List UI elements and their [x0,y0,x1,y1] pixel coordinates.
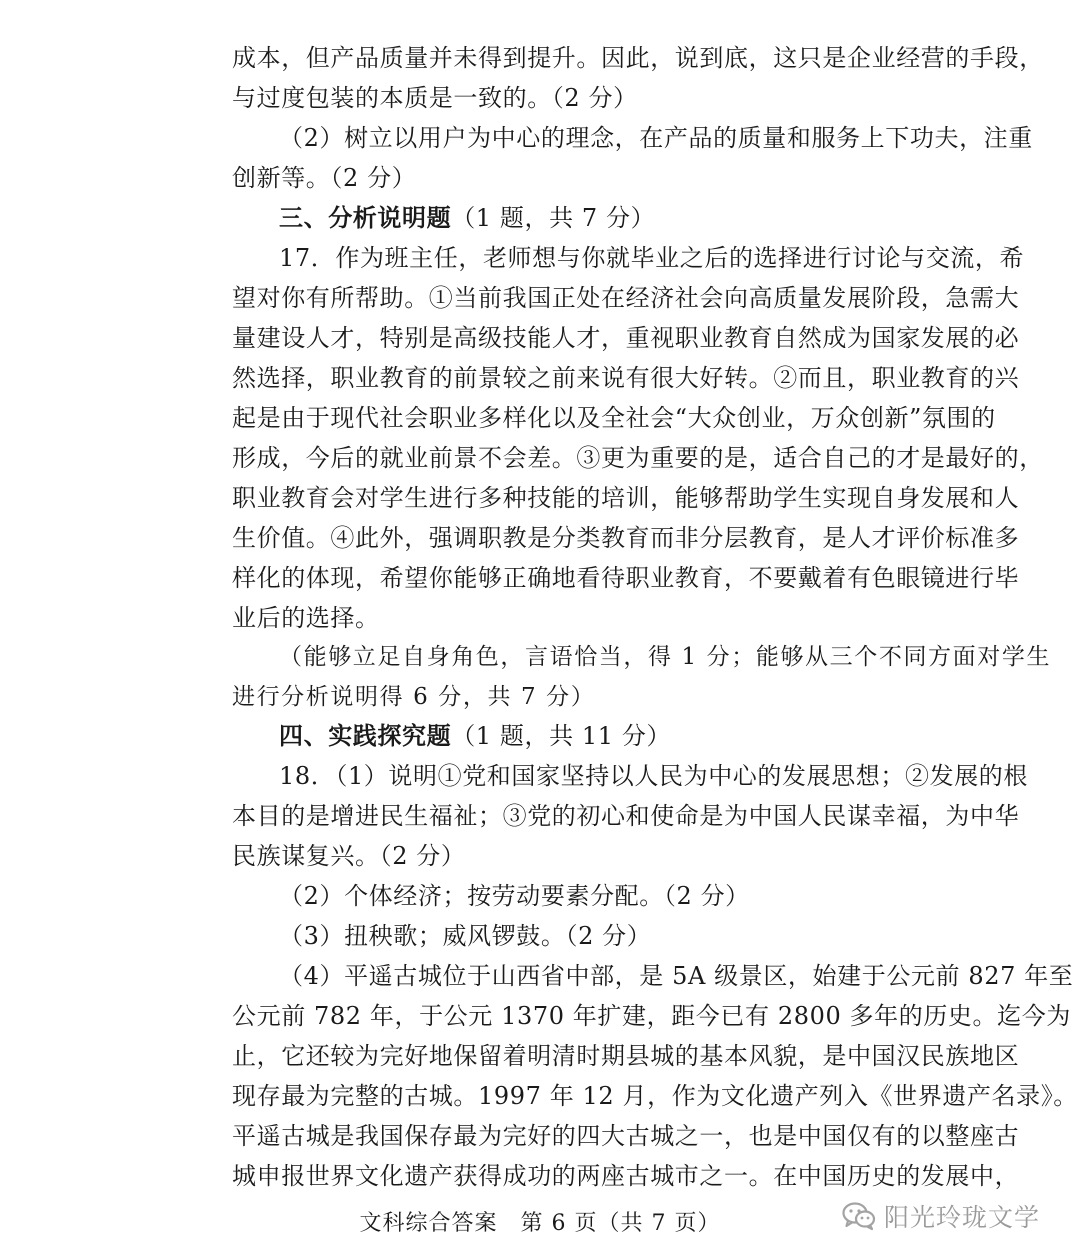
text-line: 业后的选择。 [232,604,380,632]
section-heading-analysis [279,198,655,238]
text-line: 量建设人才，特别是高级技能人才，重视职业教育自然成为国家发展的必 [232,324,1020,352]
text-line: 现存最为完整的古城。1997 年 12 月，作为文化遗产列入《世界遗产名录》。 [232,1082,1078,1110]
text-line: 职业教育会对学生进行多种技能的培训，能够帮助学生实现自身发展和人 [232,484,1020,512]
text-line: 成本，但产品质量并未得到提升。因此，说到底，这只是企业经营的手段， [232,44,1044,72]
text-line: 平遥古城是我国保存最为完好的四大古城之一，也是中国仅有的以整座古 [232,1122,1020,1150]
section-heading-title: 四、实践探究题 [279,722,452,750]
section-heading-score: （1 题，共 7 分） [451,204,656,232]
text-line: （2）个体经济；按劳动要素分配。（2 分） [279,882,750,910]
text-line: 18．（1）说明①党和国家坚持以人民为中心的发展思想；②发展的根 [279,762,1029,790]
text-line: （2）树立以用户为中心的理念，在产品的质量和服务上下功夫，注重 [279,124,1033,152]
text-line: 样化的体现，希望你能够正确地看待职业教育，不要戴着有色眼镜进行毕 [232,564,1020,592]
text-line: 然选择，职业教育的前景较之前来说有很大好转。②而且，职业教育的兴 [232,364,1020,392]
text-line: 与过度包装的本质是一致的。（2 分） [232,84,638,112]
wechat-icon [842,1201,876,1231]
scoring-note: 进行分析说明得 6 分，共 7 分） [232,684,596,710]
text-line: 本目的是增进民生福祉；③党的初心和使命是为中国人民谋幸福，为中华 [232,802,1020,830]
text-line: 公元前 782 年，于公元 1370 年扩建，距今已有 2800 多年的历史。迄今为 [232,1002,1071,1030]
watermark-text: 阳光玲珑文学 [884,1203,1041,1232]
text-line: 17．作为班主任，老师想与你就毕业之后的选择进行讨论与交流，希 [279,244,1025,272]
watermark [842,1196,1040,1236]
section-heading-title: 三、分析说明题 [279,204,452,232]
text-line: 望对你有所帮助。①当前我国正处在经济社会向高质量发展阶段，急需大 [232,284,1020,312]
section-heading-score: （1 题，共 11 分） [451,722,672,750]
text-line: 民族谋复兴。（2 分） [232,842,466,870]
scoring-note: （能够立足自身角色，言语恰当，得 1 分；能够从三个不同方面对学生 [279,644,1052,670]
text-line: （4）平遥古城位于山西省中部，是 5A 级景区，始建于公元前 827 年至 [279,962,1074,990]
text-line: 止，它还较为完好地保留着明清时期县城的基本风貌，是中国汉民族地区 [232,1042,1020,1070]
text-line: （3）扭秧歌；威风锣鼓。（2 分） [279,922,652,950]
text-line: 形成，今后的就业前景不会差。③更为重要的是，适合自己的才是最好的， [232,444,1044,472]
text-line: 创新等。（2 分） [232,164,417,192]
text-line: 城申报世界文化遗产获得成功的两座古城市之一。在中国历史的发展中， [232,1162,1020,1190]
page-footer: 文科综合答案 第 6 页（共 7 页） [359,1211,721,1236]
text-line: 起是由于现代社会职业多样化以及全社会“大众创业，万众创新”氛围的 [232,404,996,432]
text-line: 生价值。④此外，强调职教是分类教育而非分层教育，是人才评价标准多 [232,524,1020,552]
section-heading-practice [279,716,671,756]
